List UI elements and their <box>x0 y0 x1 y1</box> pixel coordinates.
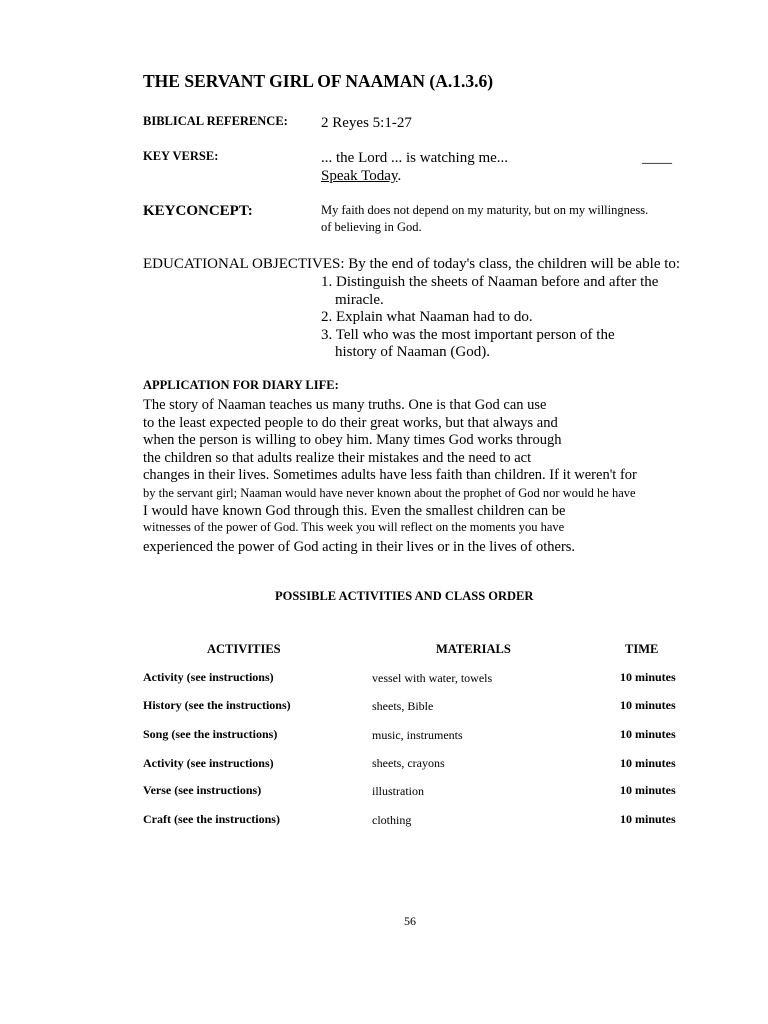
activities-heading: POSSIBLE ACTIVITIES AND CLASS ORDER <box>275 589 534 603</box>
key-concept-line1: My faith does not depend on my maturity, but on my willingness. <box>321 203 649 217</box>
materials-cell: illustration <box>372 784 424 798</box>
application-label: APPLICATION FOR DIARY LIFE: <box>143 378 339 392</box>
activity-cell: Verse (see instructions) <box>143 783 262 797</box>
key-verse-period: . <box>397 168 402 184</box>
activity-cell: Song (see the instructions) <box>143 727 278 741</box>
key-verse-line2 <box>321 168 401 185</box>
biblical-reference-value: 2 Reyes 5:1-27 <box>321 115 412 131</box>
column-header-time: TIME <box>625 642 659 656</box>
activity-cell: Craft (see the instructions) <box>143 812 280 826</box>
application-line: changes in their lives. Sometimes adults have less faith than children. If it weren't for <box>143 467 637 483</box>
time-cell: 10 minutes <box>620 670 676 684</box>
objective-item: miracle. <box>335 292 384 308</box>
page-title: THE SERVANT GIRL OF NAAMAN (A.1.3.6) <box>143 71 494 91</box>
time-cell: 10 minutes <box>620 727 676 741</box>
materials-cell: sheets, crayons <box>372 756 445 770</box>
objective-item: 2. Explain what Naaman had to do. <box>321 309 533 325</box>
key-verse-speak-today: Speak Today <box>321 168 398 184</box>
activity-cell: Activity (see instructions) <box>143 670 274 684</box>
materials-cell: music, instruments <box>372 728 463 742</box>
application-line: I would have known God through this. Even the smallest children can be <box>143 503 566 519</box>
biblical-reference-label: BIBLICAL REFERENCE: <box>143 114 288 128</box>
materials-cell: sheets, Bible <box>372 699 434 713</box>
application-line: The story of Naaman teaches us many truths. One is that God can use <box>143 397 547 413</box>
objective-item: history of Naaman (God). <box>335 344 490 360</box>
materials-cell: vessel with water, towels <box>372 671 493 685</box>
activity-cell: Activity (see instructions) <box>143 756 274 770</box>
page-number: 56 <box>404 914 416 928</box>
application-line: when the person is willing to obey him. Many times God works through <box>143 432 562 448</box>
objectives-intro: EDUCATIONAL OBJECTIVES: By the end of today's class, the children will be able to: <box>143 256 681 272</box>
application-line: witnesses of the power of God. This week you will reflect on the moments you have <box>143 520 565 534</box>
column-header-activities: ACTIVITIES <box>207 642 281 656</box>
application-line: the children so that adults realize their mistakes and the need to act <box>143 450 532 466</box>
time-cell: 10 minutes <box>620 783 676 797</box>
key-verse-label: KEY VERSE: <box>143 149 219 163</box>
time-cell: 10 minutes <box>620 756 676 770</box>
key-verse-line1: ... the Lord ... is watching me... <box>321 150 509 166</box>
time-cell: 10 minutes <box>620 812 676 826</box>
objective-item: 1. Distinguish the sheets of Naaman before and after the <box>321 274 659 290</box>
key-verse-blank: ____ <box>642 150 672 166</box>
key-concept-label: KEYCONCEPT: <box>143 203 253 219</box>
key-concept-line2: of believing in God. <box>321 220 422 234</box>
objective-item: 3. Tell who was the most important person of the <box>321 327 615 343</box>
time-cell: 10 minutes <box>620 698 676 712</box>
application-line: experienced the power of God acting in their lives or in the lives of others. <box>143 539 576 555</box>
activity-cell: History (see the instructions) <box>143 698 291 712</box>
column-header-materials: MATERIALS <box>436 642 511 656</box>
application-line: by the servant girl; Naaman would have never known about the prophet of God nor would he have <box>143 486 636 500</box>
application-line: to the least expected people to do their great works, but that always and <box>143 415 558 431</box>
materials-cell: clothing <box>372 813 412 827</box>
